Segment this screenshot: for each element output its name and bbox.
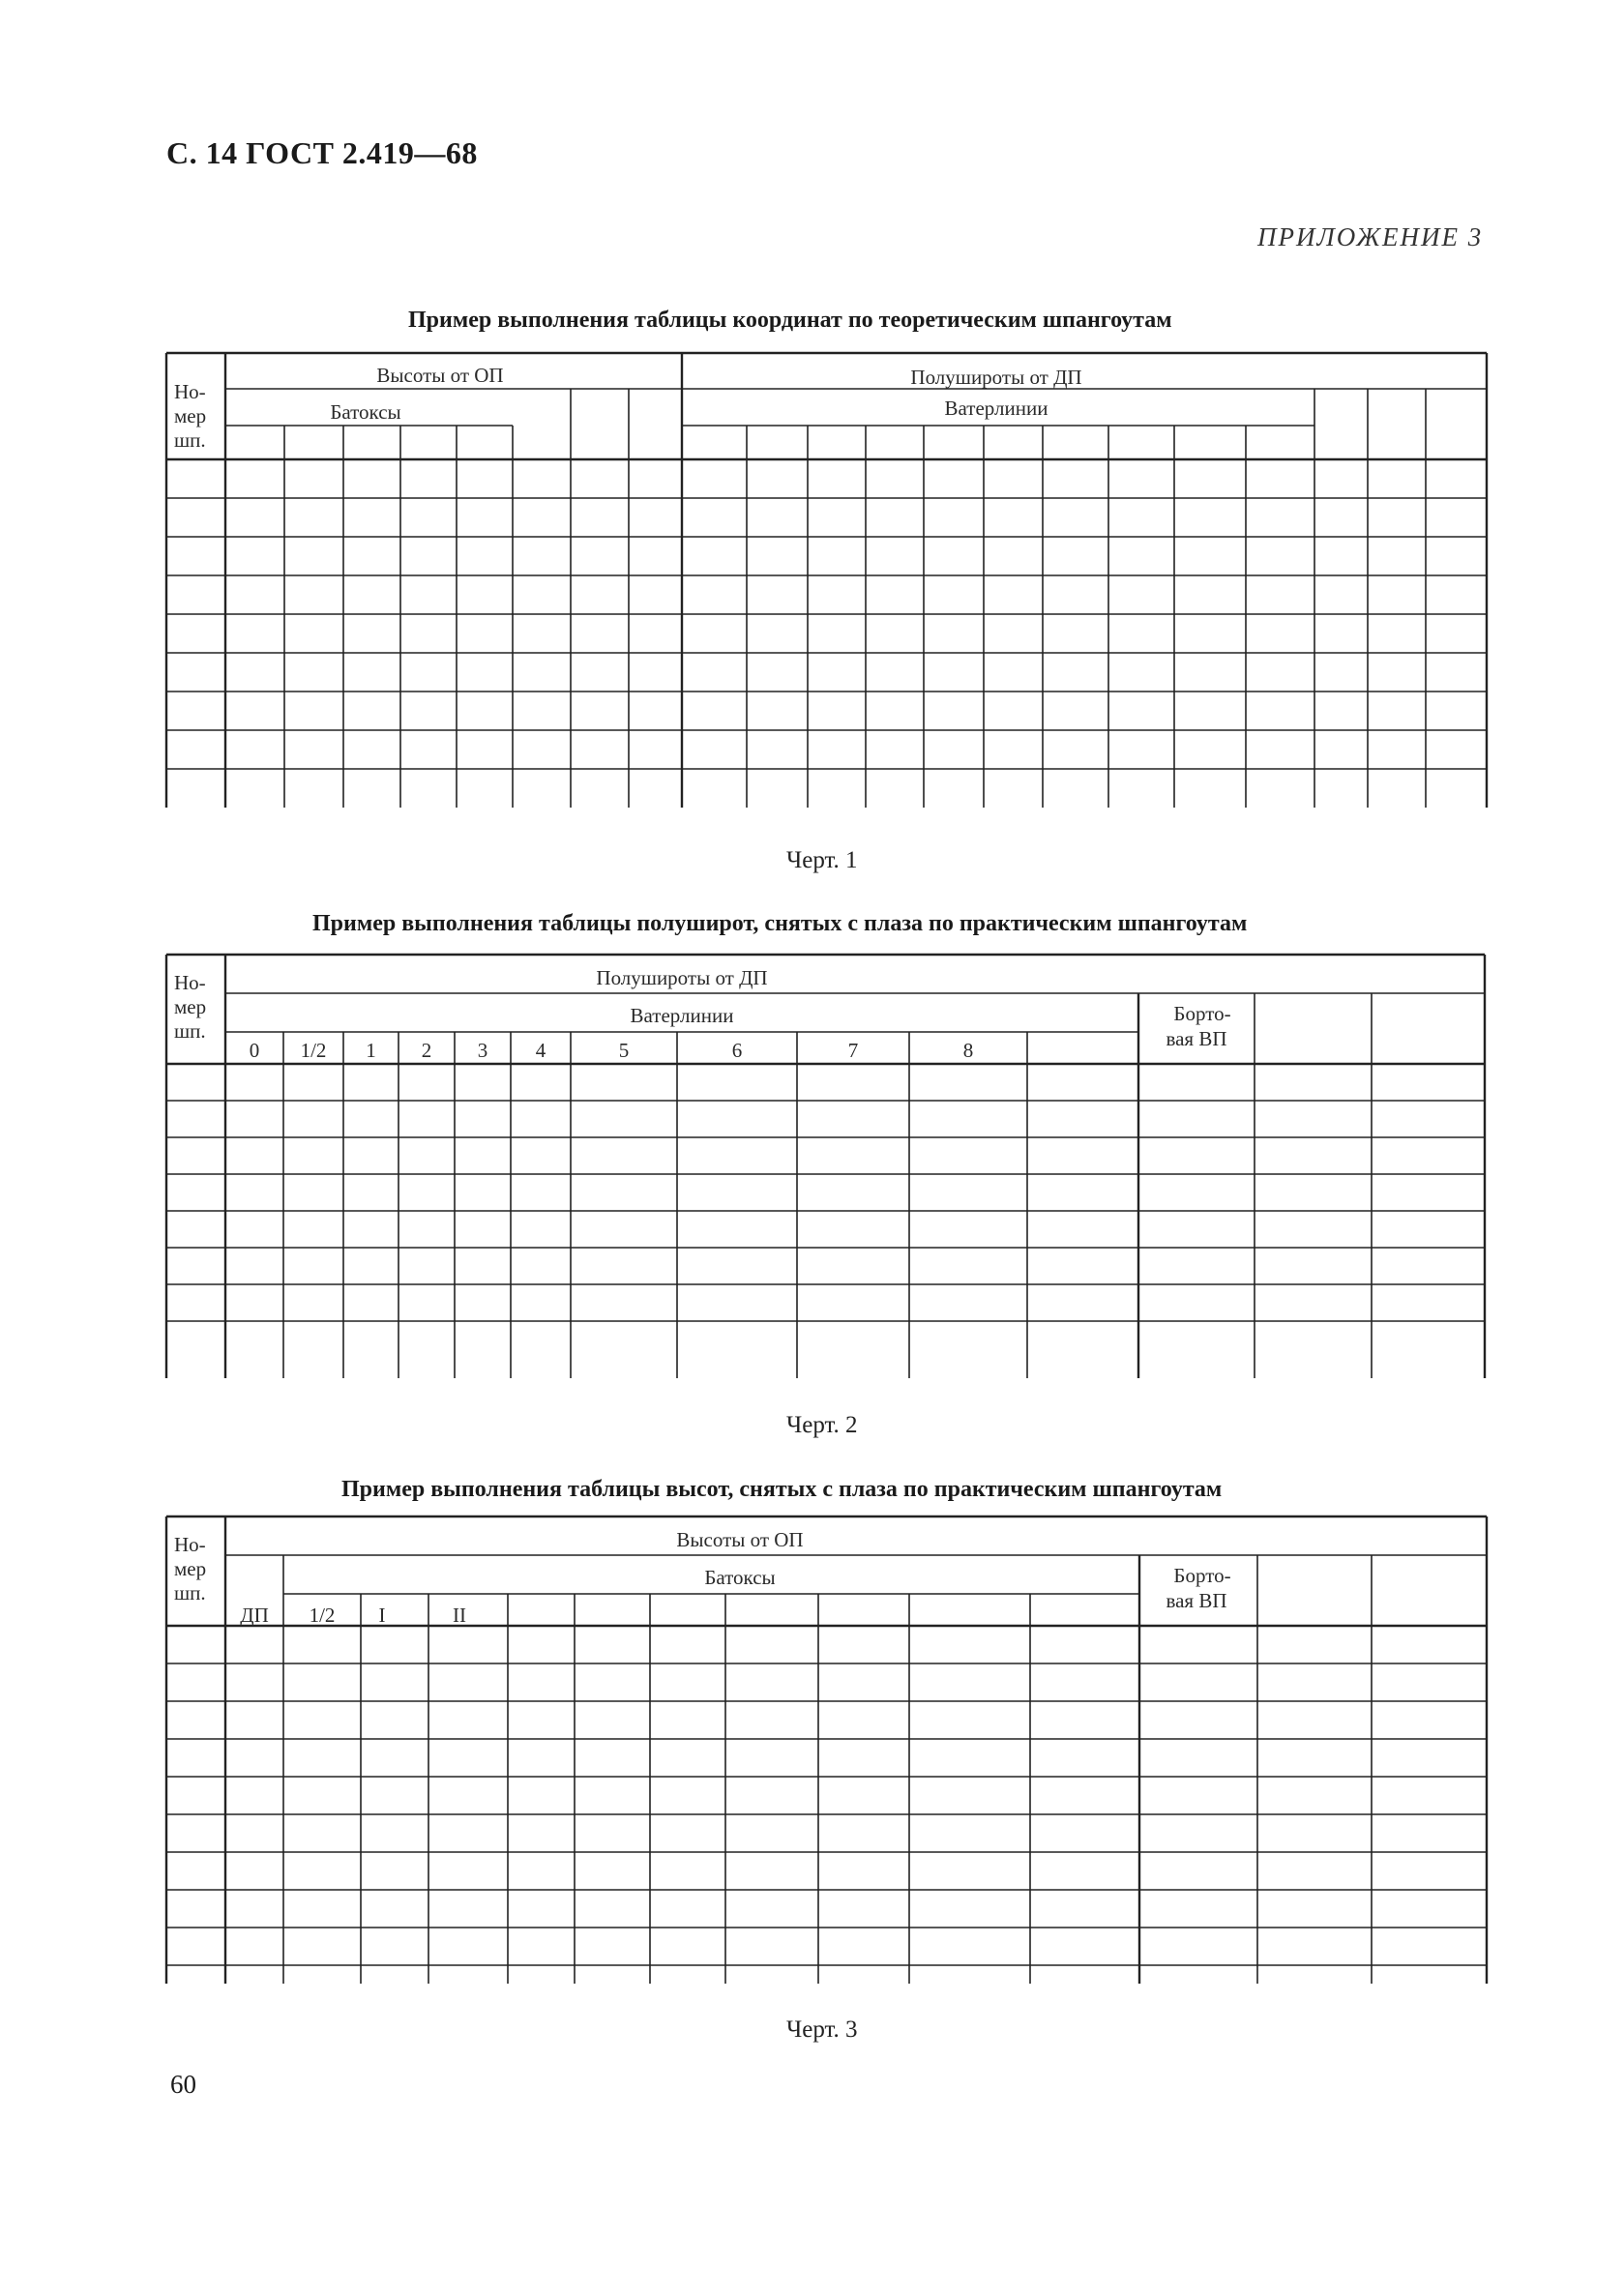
table-2-corner-header-line: шп. [174,1019,206,1043]
table-3-column-header: ДП [240,1604,269,1627]
figure-3-label: Черт. 3 [786,2016,858,2043]
table-2-column-header: 3 [477,1039,488,1062]
table-3-group-heights: Высоты от ОП [676,1528,804,1551]
table-1-sub-waterlines: Ватерлинии [944,397,1048,420]
table-1-sub-buttocks: Батоксы [330,400,401,424]
table-2-side-header: вая ВП [1166,1027,1227,1050]
table-1-caption: Пример выполнения таблицы координат по теоретическим шпангоутам [408,308,1172,333]
table-3-side-header: Борто- [1173,1564,1231,1587]
table-2-column-header: 6 [731,1039,743,1062]
table-1-grid [0,339,1624,861]
table-3-corner-header-line: Но- [174,1533,206,1556]
table-2-caption: Пример выполнения таблицы полуширот, снятых с плаза по практическим шпангоутам [312,911,1248,936]
page-header: С. 14 ГОСТ 2.419—68 [166,135,478,170]
table-2-column-header: 5 [618,1039,630,1062]
table-2-column-header: 4 [535,1039,546,1062]
figure-1-label: Черт. 1 [786,847,858,873]
table-1-corner-header-line: Но- [174,380,206,403]
table-2-group-halfbreadths: Полушироты от ДП [596,966,768,989]
appendix-label: ПРИЛОЖЕНИЕ 3 [1257,222,1484,251]
table-2-grid [0,943,1624,1407]
table-2-column-header: 1 [366,1039,376,1062]
table-2-column-header: 8 [962,1039,974,1062]
page-number: 60 [170,2070,196,2099]
table-2-column-header: 0 [249,1039,260,1062]
table-1-corner-header-line: мер [174,404,207,427]
table-3-corner-header-line: мер [174,1557,207,1580]
table-3-column-header: II [453,1604,466,1627]
table-3-side-header: вая ВП [1166,1589,1227,1612]
table-2-column-header: 1/2 [300,1039,327,1062]
figure-2-label: Черт. 2 [786,1412,858,1438]
table-2-side-header: Борто- [1173,1002,1231,1025]
table-3-corner-header-line: шп. [174,1581,206,1604]
table-2-corner-header-line: Но- [174,971,206,994]
table-2-column-header: 2 [421,1039,432,1062]
table-3-column-header: 1/2 [309,1604,336,1627]
table-3-caption: Пример выполнения таблицы высот, снятых с плаза по практическим шпангоутам [341,1477,1223,1502]
table-2-sub-waterlines: Ватерлинии [630,1004,734,1027]
table-3-sub-buttocks: Батоксы [704,1566,776,1589]
table-3-column-header: I [378,1604,386,1627]
table-2-corner-header-line: мер [174,995,207,1018]
table-1-group-heights: Высоты от ОП [376,364,504,387]
table-2-column-header: 7 [847,1039,859,1062]
table-1-corner-header-line: шп. [174,428,206,452]
table-3-grid [0,1505,1624,2008]
table-1-group-halfbreadths: Полушироты от ДП [910,366,1082,389]
